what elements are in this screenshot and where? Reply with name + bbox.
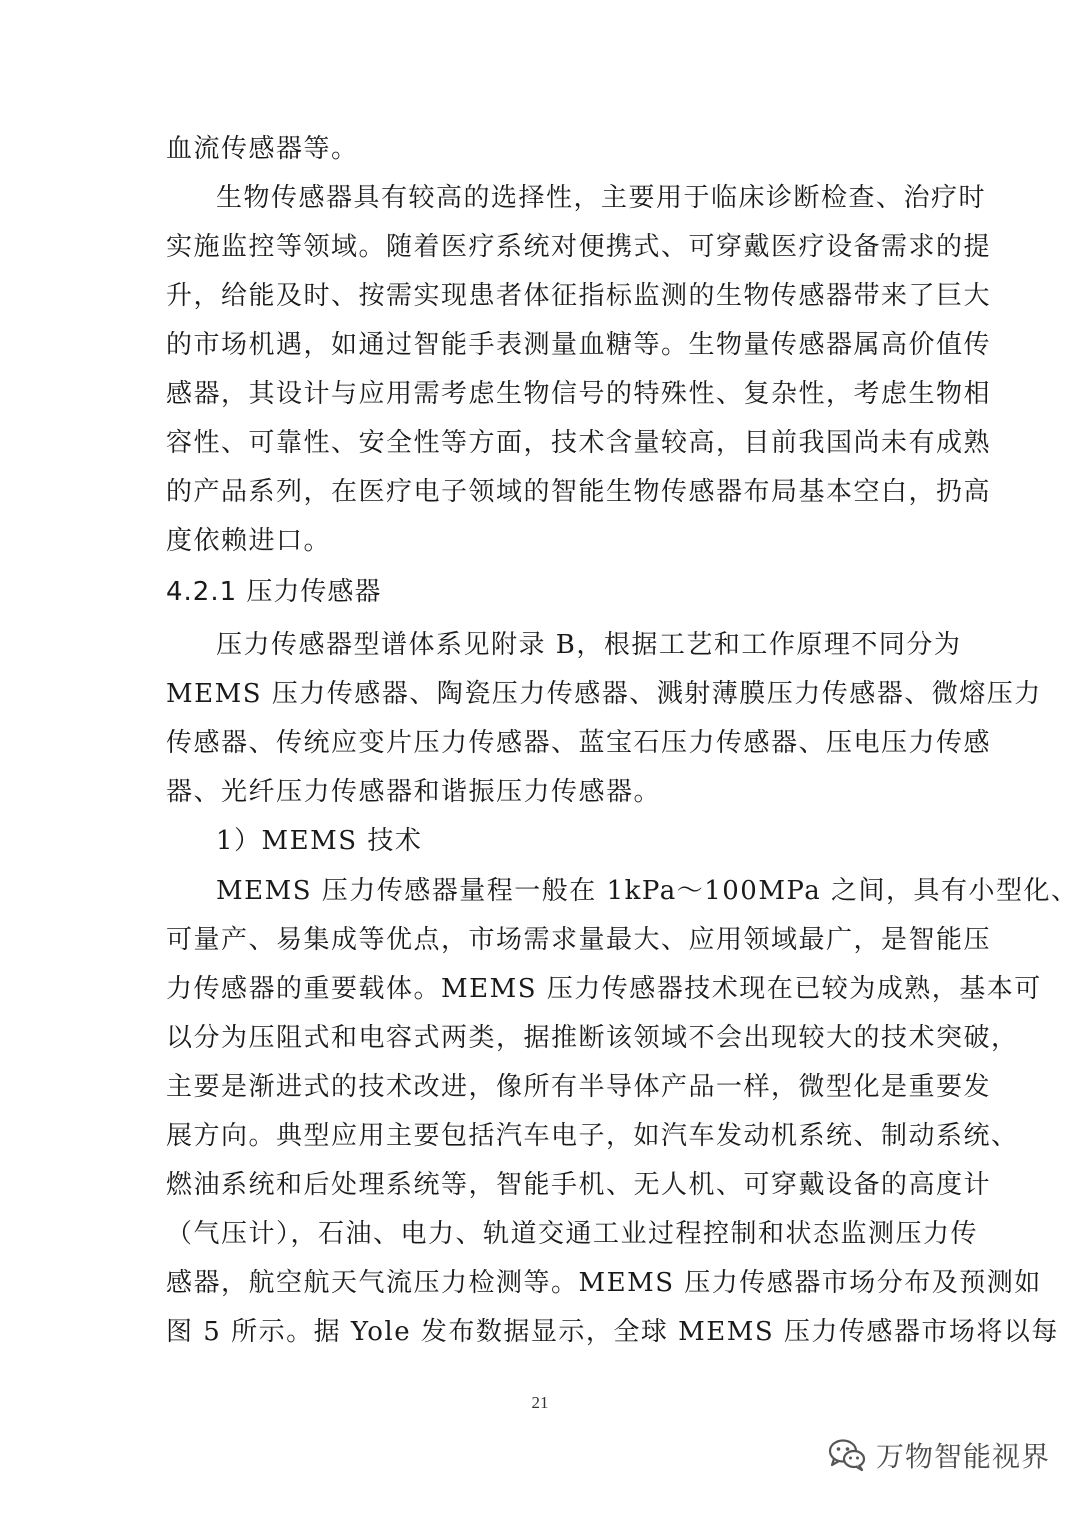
paragraph-line: MEMS 压力传感器量程一般在 1kPa～100MPa 之间，具有小型化、 bbox=[216, 876, 1079, 906]
section-heading: 4.2.1 压力传感器 bbox=[166, 577, 382, 607]
paragraph-line: 的产品系列，在医疗电子领域的智能生物传感器布局基本空白，扔高 bbox=[166, 477, 992, 507]
paragraph-line: 感器，其设计与应用需考虑生物信号的特殊性、复杂性，考虑生物相 bbox=[166, 379, 992, 409]
watermark-text: 万物智能视界 bbox=[875, 1440, 1050, 1473]
paragraph-line: 生物传感器具有较高的选择性，主要用于临床诊断检查、治疗时 bbox=[216, 183, 987, 213]
paragraph-line: 器、光纤压力传感器和谐振压力传感器。 bbox=[166, 777, 662, 807]
paragraph-line: 度依赖进口。 bbox=[166, 526, 332, 556]
sub-heading: 1）MEMS 技术 bbox=[216, 826, 423, 856]
paragraph-line: MEMS 压力传感器、陶瓷压力传感器、溅射薄膜压力传感器、微熔压力 bbox=[166, 679, 1042, 709]
paragraph-line: 燃油系统和后处理系统等，智能手机、无人机、可穿戴设备的高度计 bbox=[166, 1170, 992, 1200]
paragraph-line: 升，给能及时、按需实现患者体征指标监测的生物传感器带来了巨大 bbox=[166, 281, 992, 311]
paragraph-line: 主要是渐进式的技术改进，像所有半导体产品一样，微型化是重要发 bbox=[166, 1072, 992, 1102]
paragraph-line: 容性、可靠性、安全性等方面，技术含量较高，目前我国尚未有成熟 bbox=[166, 428, 992, 458]
paragraph-line: 感器，航空航天气流压力检测等。MEMS 压力传感器市场分布及预测如 bbox=[166, 1268, 1042, 1298]
page-number: 21 bbox=[531, 1393, 549, 1412]
paragraph-line: 展方向。典型应用主要包括汽车电子，如汽车发动机系统、制动系统、 bbox=[166, 1121, 1019, 1151]
paragraph-line: 压力传感器型谱体系见附录 B，根据工艺和工作原理不同分为 bbox=[216, 630, 962, 660]
paragraph-line: 的市场机遇，如通过智能手表测量血糖等。生物量传感器属高价值传 bbox=[166, 330, 992, 360]
paragraph-line: 以分为压阻式和电容式两类，据推断该领域不会出现较大的技术突破， bbox=[166, 1023, 1019, 1053]
wechat-icon bbox=[828, 1438, 866, 1472]
paragraph-line: 图 5 所示。据 Yole 发布数据显示，全球 MEMS 压力传感器市场将以每 bbox=[166, 1317, 1059, 1347]
watermark bbox=[828, 1437, 1050, 1473]
paragraph-line: 可量产、易集成等优点，市场需求量最大、应用领域最广，是智能压 bbox=[166, 925, 992, 955]
paragraph-line: 力传感器的重要载体。MEMS 压力传感器技术现在已较为成熟，基本可 bbox=[166, 974, 1042, 1004]
paragraph-line: 血流传感器等。 bbox=[166, 134, 359, 164]
paragraph-line: （气压计），石油、电力、轨道交通工业过程控制和状态监测压力传 bbox=[166, 1219, 979, 1249]
paragraph-line: 实施监控等领域。随着医疗系统对便携式、可穿戴医疗设备需求的提 bbox=[166, 232, 992, 262]
paragraph-line: 传感器、传统应变片压力传感器、蓝宝石压力传感器、压电压力传感 bbox=[166, 728, 992, 758]
